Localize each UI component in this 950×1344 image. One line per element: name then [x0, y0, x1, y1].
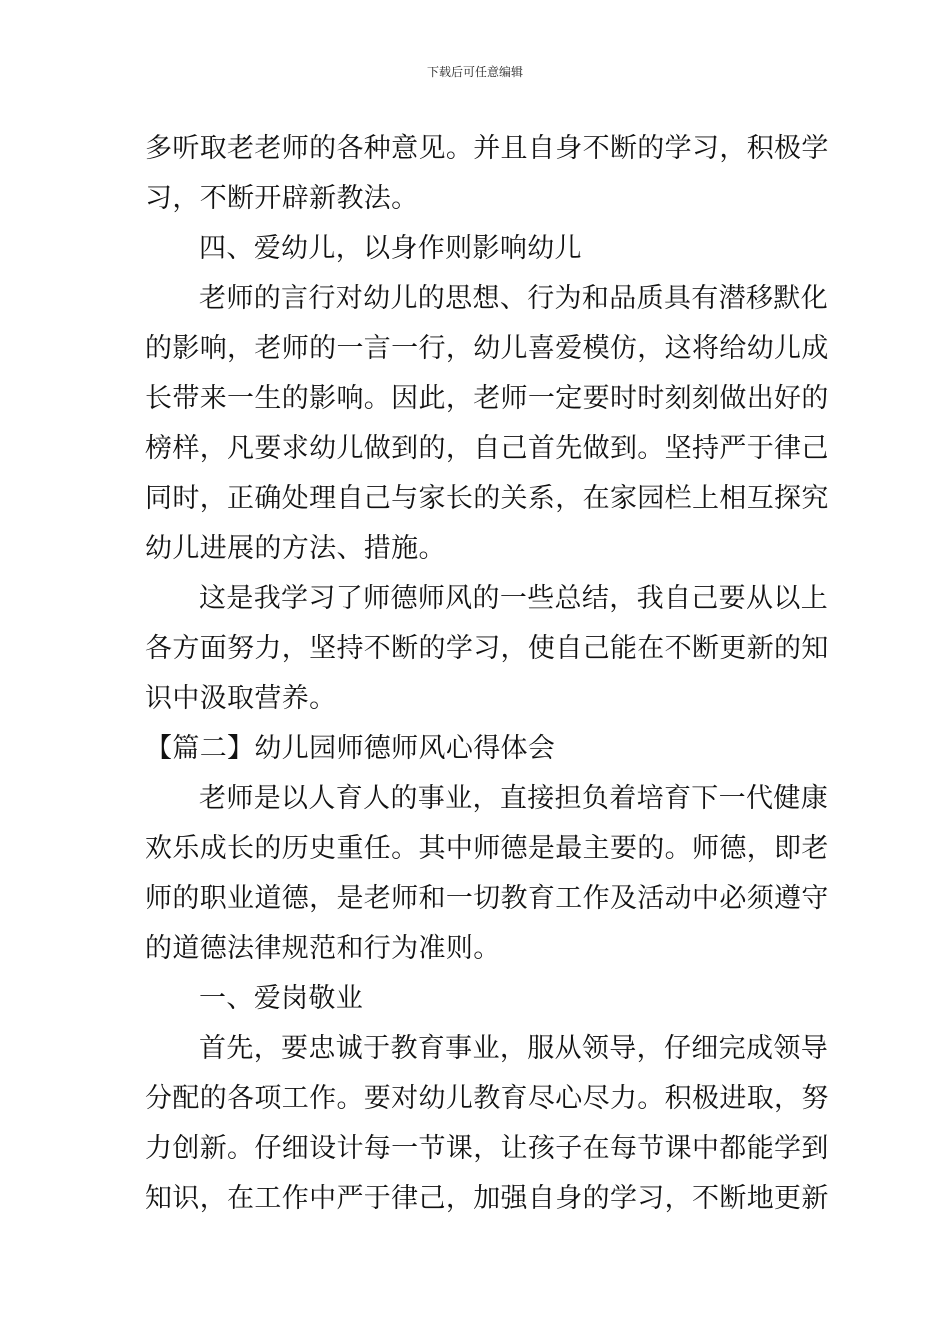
text-line: 师的职业道德，是老师和一切教育工作及活动中必须遵守: [145, 883, 829, 914]
text-line: 识中汲取营养。: [145, 683, 337, 714]
section-heading: 四、爱幼儿，以身作则影响幼儿: [199, 233, 582, 264]
text-line: 知识，在工作中严于律己，加强自身的学习，不断地更新: [145, 1183, 829, 1214]
document-body: [145, 124, 829, 1224]
text-line: 习，不断开辟新教法。: [145, 183, 419, 214]
text-line: 力创新。仔细设计每一节课，让孩子在每节课中都能学到: [145, 1133, 829, 1164]
page-header: 下载后可任意编辑: [426, 65, 523, 79]
text-line: 欢乐成长的历史重任。其中师德是最主要的。师德，即老: [145, 833, 829, 864]
text-line: 老师是以人育人的事业，直接担负着培育下一代健康: [199, 783, 829, 814]
text-line: 首先，要忠诚于教育事业，服从领导，仔细完成领导: [199, 1033, 829, 1064]
text-line: 榜样，凡要求幼儿做到的，自己首先做到。坚持严于律己: [145, 433, 829, 464]
text-line: 这是我学习了师德师风的一些总结，我自己要从以上: [199, 583, 829, 614]
text-line: 各方面努力，坚持不断的学习，使自己能在不断更新的知: [145, 633, 829, 664]
text-line: 的影响，老师的一言一行，幼儿喜爱模仿，这将给幼儿成: [145, 333, 829, 364]
article-title: 【篇二】幼儿园师德师风心得体会: [145, 733, 556, 764]
text-line: 老师的言行对幼儿的思想、行为和品质具有潜移默化: [199, 283, 829, 314]
text-line: 长带来一生的影响。因此，老师一定要时时刻刻做出好的: [145, 383, 829, 414]
text-line: 同时，正确处理自己与家长的关系，在家园栏上相互探究: [145, 483, 829, 514]
text-line: 多听取老老师的各种意见。并且自身不断的学习，积极学: [145, 133, 829, 164]
text-line: 分配的各项工作。要对幼儿教育尽心尽力。积极进取，努: [145, 1083, 829, 1114]
text-line: 幼儿进展的方法、措施。: [145, 533, 446, 564]
text-line: 的道德法律规范和行为准则。: [145, 933, 501, 964]
section-heading: 一、爱岗敬业: [199, 983, 364, 1014]
